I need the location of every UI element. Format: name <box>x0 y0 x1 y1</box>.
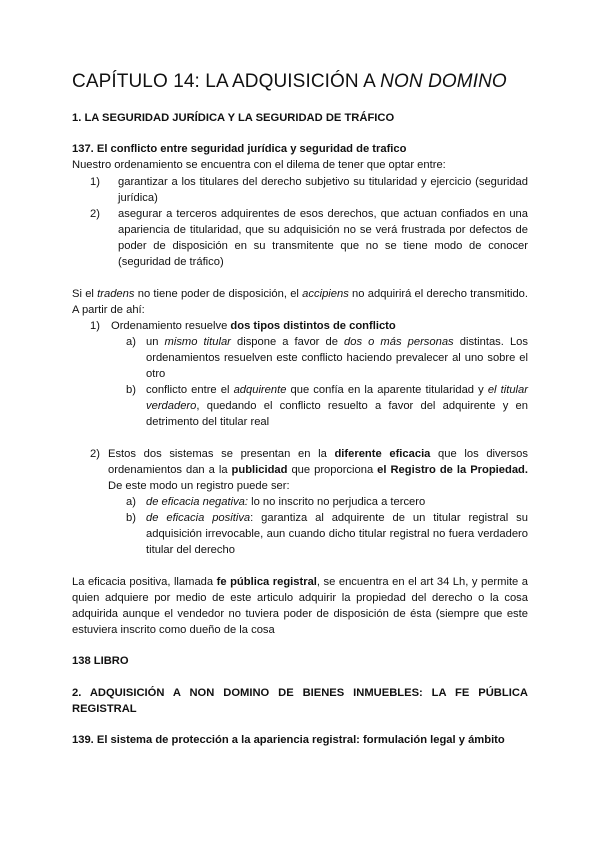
section-137-heading: 137. El conflicto entre seguridad jurídica y seguridad de trafico <box>72 143 407 155</box>
text-run: distintas. Los <box>453 336 528 348</box>
section-1-heading: 1. LA SEGURIDAD JURÍDICA Y LA SEGURIDAD DE TRÁFICO <box>72 112 395 124</box>
list1-item1-marker: 1) <box>90 176 100 188</box>
text-run: conflicto entre el <box>146 384 234 396</box>
italic-run: de eficacia negativa: <box>146 496 248 508</box>
item2b-marker: b) <box>126 512 136 524</box>
item1a-marker: a) <box>126 336 136 348</box>
item2b-line <box>146 510 528 526</box>
list1-item2-line: asegurar a terceros adquirentes de esos derechos, que actuan confiados en una <box>118 208 528 220</box>
item2-text <box>108 446 528 494</box>
accipiens-term: accipiens <box>302 288 349 300</box>
fe-publica-line: estuviera inscrito como dueño de la cosa <box>72 624 275 636</box>
text-run: no tiene poder de disposición, el <box>134 288 303 300</box>
list1-item2-line: poder de disposición en su transmitente que no se tiene modo de conocer <box>118 240 528 252</box>
bold-run: diferente eficacia <box>334 448 431 460</box>
apartir-line: A partir de ahí: <box>72 304 145 316</box>
italic-run: dos o más personas <box>344 336 454 348</box>
italic-run: mismo titular <box>164 336 231 348</box>
text-run: dispone a favor de <box>230 336 345 348</box>
fe-publica-line: adquirida aunque el vendedor no tuviera poder de disposición de ésta (siempre que este <box>72 608 528 620</box>
text-run: Estos dos sistemas se presentan en la <box>108 448 335 460</box>
text-run: , se encuentra en el art 34 Lh, y permite a <box>316 576 529 588</box>
section-2-heading <box>72 685 528 717</box>
chapter-title-italic: NON DOMINO <box>380 71 507 92</box>
fe-publica-paragraph <box>72 574 528 638</box>
item2a-marker: a) <box>126 496 136 508</box>
list1-item2-line: (seguridad de tráfico) <box>118 256 224 268</box>
item2-line <box>108 446 528 462</box>
list1-item1-line: jurídica) <box>118 192 158 204</box>
section-139-heading: 139. El sistema de protección a la apariencia registral: formulación legal y ámbito <box>72 734 505 746</box>
text-run: no adquirirá el derecho transmitido. <box>348 288 528 300</box>
item2b-line: titular del derecho <box>146 544 235 556</box>
text-run: : garantiza al adquirente de un titular registral su <box>250 512 528 524</box>
item1b-text <box>146 382 528 430</box>
section-138-heading: 138 LIBRO <box>72 655 129 667</box>
text-run: La eficacia positiva, llamada <box>72 576 217 588</box>
section-2-line: 2. ADQUISICIÓN A NON DOMINO DE BIENES INMUEBLES: LA FE PÚBLICA <box>72 687 528 699</box>
text-run: Ordenamiento resuelve <box>111 320 231 332</box>
section-137-intro: Nuestro ordenamiento se encuentra con el dilema de tener que optar entre: <box>72 159 446 171</box>
item1b-line <box>146 398 528 414</box>
item2-marker: 2) <box>90 448 100 460</box>
item1a-line <box>146 334 528 350</box>
italic-run: de eficacia positiva <box>146 512 251 524</box>
item2-line: De este modo un registro puede ser: <box>108 480 290 492</box>
bold-run: fe pública registral <box>216 576 317 588</box>
item2b-line: adquisición irrevocable, aun cuando dicho titular registral no fuera verdadero <box>146 528 528 540</box>
chapter-title <box>72 71 507 93</box>
tradens-paragraph <box>72 286 528 302</box>
item1-text <box>111 318 396 334</box>
italic-run: adquirente <box>233 384 287 396</box>
list1-item2-line: apariencia de titularidad, que su adquisición no se verá frustrada por defectos de <box>118 224 528 236</box>
list1-item1-text <box>118 174 528 206</box>
tradens-term: tradens <box>97 288 135 300</box>
chapter-title-text: CAPÍTULO 14: LA ADQUISICIÓN A <box>72 71 381 92</box>
item1b-marker: b) <box>126 384 136 396</box>
item1-bold: dos tipos distintos de conflicto <box>230 320 396 332</box>
text-run: lo no inscrito no perjudica a tercero <box>248 496 426 508</box>
text-run: , quedando el conflicto resuelto a favor del adquirente y en <box>196 400 528 412</box>
item1-marker: 1) <box>90 320 100 332</box>
item1b-line: detrimento del titular real <box>146 416 270 428</box>
list1-item1-line: garantizar a los titulares del derecho subjetivo su titularidad y ejercicio (seguridad <box>118 176 528 188</box>
italic-run: verdadero <box>146 400 197 412</box>
italic-run: el titular <box>487 384 528 396</box>
text-run: un <box>146 336 165 348</box>
item1a-line: otro <box>146 368 166 380</box>
section-2-line: REGISTRAL <box>72 703 137 715</box>
fe-publica-line: quien adquiere por medio de este articulo adquirir la propiedad del derecho o la cosa <box>72 592 528 604</box>
bold-run: publicidad <box>231 464 288 476</box>
item2a-text <box>146 494 425 510</box>
text-run: Si el <box>72 288 98 300</box>
text-run: ordenamientos dan a la <box>108 464 232 476</box>
item1a-text <box>146 334 528 382</box>
item1b-line <box>146 382 528 398</box>
list1-item2-text <box>118 206 528 270</box>
bold-run: el Registro de la Propiedad. <box>377 464 528 476</box>
item2b-text <box>146 510 528 558</box>
text-run: que los diversos <box>430 448 528 460</box>
text-run: que proporciona <box>287 464 378 476</box>
text-run: que confía en la aparente titularidad y <box>286 384 488 396</box>
item2-line <box>108 462 528 478</box>
list1-item2-marker: 2) <box>90 208 100 220</box>
item1a-line: ordenamientos resuelven este conflicto haciendo prevalecer al uno sobre el <box>146 352 528 364</box>
fe-publica-line <box>72 574 528 590</box>
